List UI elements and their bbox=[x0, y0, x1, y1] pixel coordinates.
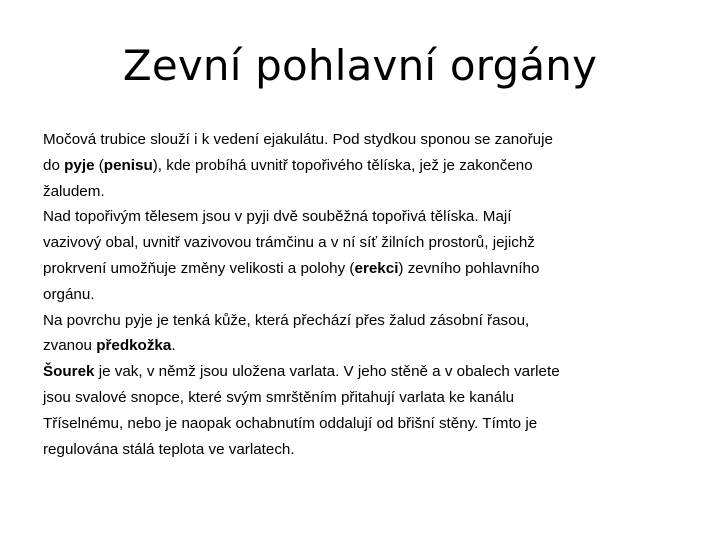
text-line bbox=[43, 333, 603, 359]
text-line bbox=[43, 282, 603, 308]
text-segment: je vak, v němž jsou uložena varlata. V jeho stěně a v obalech varlete bbox=[94, 363, 560, 381]
bold-term: Šourek bbox=[43, 363, 95, 381]
text-segment: regulována stálá teplota ve varlatech. bbox=[43, 440, 295, 458]
text-segment: žaludem. bbox=[43, 182, 105, 200]
text-line bbox=[43, 179, 603, 205]
text-line bbox=[43, 230, 603, 256]
bold-term: pyje bbox=[64, 156, 95, 174]
text-segment: ), kde probíhá uvnitř topořivého tělíska, jež je zakončeno bbox=[152, 156, 533, 174]
text-segment: prokrvení umožňuje změny velikosti a polohy ( bbox=[43, 259, 355, 277]
slide-body-text bbox=[43, 127, 603, 462]
text-segment: vazivový obal, uvnitř vazivovou trámčinu a v ní síť žilních prostorů, jejichž bbox=[43, 234, 535, 252]
text-line bbox=[43, 437, 603, 463]
text-segment: jsou svalové snopce, které svým smrštěním přitahují varlata ke kanálu bbox=[43, 388, 515, 406]
text-line bbox=[43, 153, 603, 179]
text-segment: zvanou bbox=[43, 337, 97, 355]
text-segment: orgánu. bbox=[43, 285, 95, 303]
text-segment: Nad topořivým tělesem jsou v pyji dvě souběžná topořivá tělíska. Mají bbox=[43, 208, 512, 226]
text-line bbox=[43, 359, 603, 385]
text-segment: ( bbox=[94, 156, 104, 174]
text-segment: . bbox=[171, 337, 176, 355]
bold-term: předkožka bbox=[96, 337, 172, 355]
text-line bbox=[43, 204, 603, 230]
text-line bbox=[43, 308, 603, 334]
text-line bbox=[43, 256, 603, 282]
text-segment: ) zevního pohlavního bbox=[398, 259, 540, 277]
bold-term: erekci bbox=[354, 259, 399, 277]
text-line bbox=[43, 385, 603, 411]
text-segment: Na povrchu pyje je tenká kůže, která přechází přes žalud zásobní řasou, bbox=[43, 311, 530, 329]
slide-title: Zevní pohlavní orgány bbox=[122, 41, 598, 90]
text-segment: Tříselnému, nebo je naopak ochabnutím oddalují od břišní stěny. Tímto je bbox=[43, 414, 538, 432]
text-line bbox=[43, 127, 603, 153]
text-segment: do bbox=[43, 156, 65, 174]
text-line bbox=[43, 411, 603, 437]
bold-term: penisu bbox=[103, 156, 153, 174]
text-segment: Močová trubice slouží i k vedení ejakulátu. Pod stydkou sponou se zanořuje bbox=[43, 131, 553, 148]
